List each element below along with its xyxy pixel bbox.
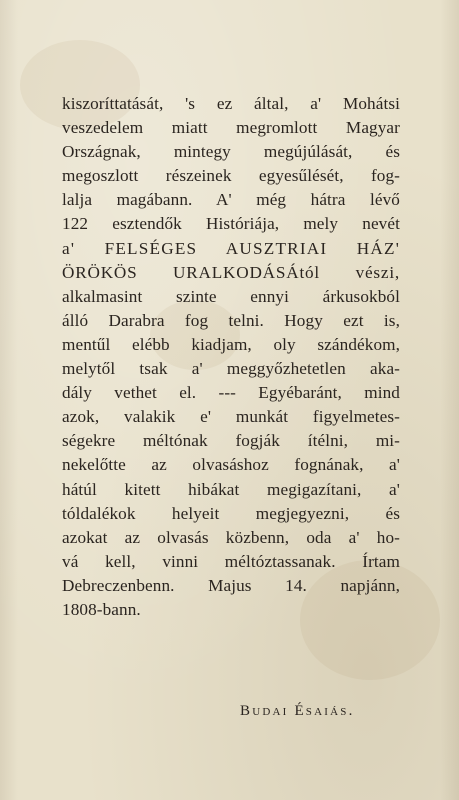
text-line: Országnak, mintegy megújúlását, és <box>62 142 400 162</box>
body-text <box>62 92 400 622</box>
text-line: vá kell, vinni méltóztassanak. Írtam <box>62 551 400 571</box>
text-line: ÖRÖKÖS URALKODÁSÁtól vészi, <box>62 262 400 282</box>
author-signature: Budai Ésaiás. <box>240 703 355 719</box>
text-line: 1808-bann. <box>62 599 141 619</box>
text-line: dály vethet el. --- Egyébaránt, mind <box>62 383 400 403</box>
text-line: ségekre méltónak fogják ítélni, mi- <box>62 431 400 451</box>
text-line: nekelőtte az olvasáshoz fognának, a' <box>62 455 400 475</box>
text-line: Debreczenbenn. Majus 14. napjánn, <box>62 575 400 595</box>
text-line: lalja magábann. A' még hátra lévő <box>62 190 400 210</box>
text-line: hátúl kitett hibákat megigazítani, a' <box>62 479 400 499</box>
text-line: alkalmasint szinte ennyi árkusokból <box>62 286 400 306</box>
text-line: 122 esztendők Históriája, mely nevét <box>62 214 400 234</box>
text-line: tóldalékok helyeit megjegyezni, és <box>62 503 400 523</box>
text-line: mentűl elébb kiadjam, oly szándékom, <box>62 334 400 354</box>
text-line: kiszoríttatását, 's ez által, a' Mohátsi <box>62 94 400 113</box>
text-line: azokat az olvasás közbenn, oda a' ho- <box>62 527 400 547</box>
text-line: a' FELSÉGES AUSZTRIAI HÁZ' <box>62 238 400 258</box>
text-line: álló Darabra fog telni. Hogy ezt is, <box>62 310 400 330</box>
text-line: azok, valakik e' munkát figyelmetes- <box>62 407 400 427</box>
text-line: melytől tsak a' meggyőzhetetlen aka- <box>62 359 400 379</box>
text-line: megoszlott részeinek egyesűlését, fog- <box>62 166 400 186</box>
text-line: veszedelem miatt megromlott Magyar <box>62 118 400 138</box>
